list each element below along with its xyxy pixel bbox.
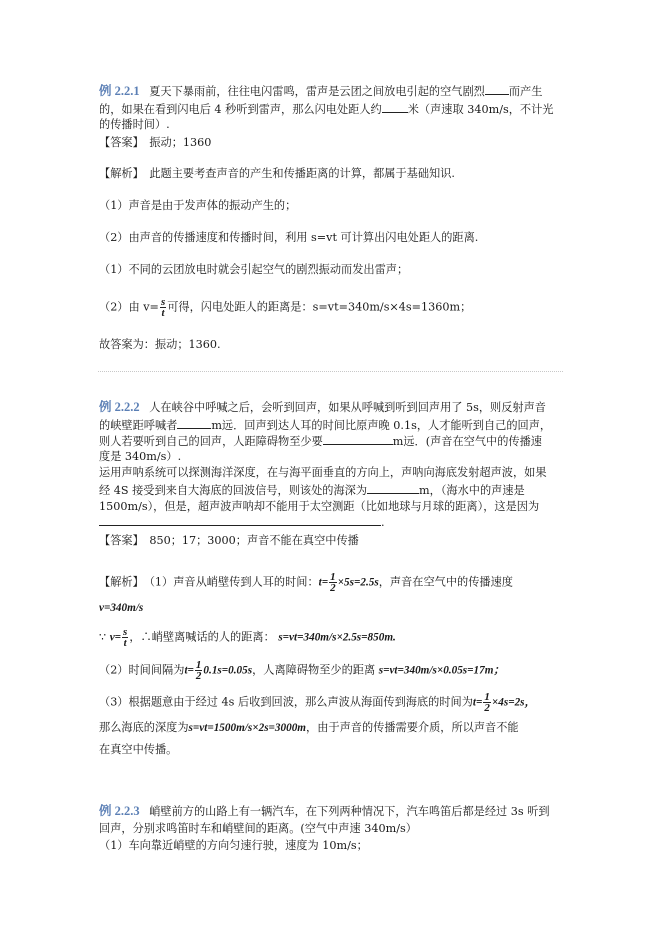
section-divider — [98, 371, 563, 372]
example-2-line-4: 度是 340m/s）. — [99, 450, 182, 463]
fraction: $\frac{1}{2}$ — [330, 571, 336, 594]
example-2-line-7: 1500m/s），但是，超声波声呐却不能用于太空测距（比如地球与月球的距离），这是因为 — [99, 500, 540, 513]
example-2-line-2: 的峡壁距呼喊者 m远．回声到达人耳的时间比原声晚 0.1s，人才能听到自己的回声， — [99, 419, 552, 432]
example-2-analysis-3: ∵ v= $\frac{s}{t}$ ，∴峭壁离喊话的人的距离： s=vt=340m/s×2.5s=850m. — [99, 626, 396, 649]
example-1-line-3: 的传播时间）. — [99, 118, 170, 131]
example-2-line-5: 运用声呐系统可以探测海洋深度，在与海平面垂直的方向上，声呐向海底发射超声波，如果 — [99, 466, 547, 479]
fraction: $\frac{1}{2}$ — [195, 659, 202, 682]
fraction: $\frac{s}{t}$ — [160, 296, 166, 319]
answer-blank — [177, 417, 211, 429]
example-1-point-3: （1）不同的云团放电时就会引起空气的剧烈振动而发出雷声； — [99, 263, 409, 276]
example-2-analysis-1: 【解析】 （1）声音从峭壁传到人耳的时间：t= $\frac{1}{2}$ ×5s=2.5s，声音在空气中的传播速度 — [99, 571, 513, 594]
example-1-final: 故答案为：振动；1360. — [99, 338, 221, 351]
example-1-number: 例 2.2.1 — [99, 84, 140, 98]
example-2-analysis-6: 那么海底的深度为s=vt=1500m/s×2s=3000m，由于声音的传播需要介质，所以声音不能 — [99, 721, 519, 734]
example-2-answer: 【答案】 850；17；3000；声音不能在真空中传播 — [99, 534, 359, 547]
fraction: $\frac{s}{t}$ — [123, 626, 128, 649]
example-1-line-2: 的，如果在看到闪电后 4 秒听到雷声，那么闪电处距人约 米（声速取 340m/s，不计光 — [99, 103, 554, 116]
example-2-line-3: 则人若要听到自己的回声，人距障碍物至少要 m远．(声音在空气中的传播速 — [99, 435, 542, 448]
example-1-point-2: （2）由声音的传播速度和传播时间，利用 s=vt 可计算出闪电处距人的距离. — [99, 231, 479, 244]
answer-blank — [323, 433, 393, 445]
example-1-point-4: （2）由 v= $\frac{s}{t}$ 可得，闪电处距人的距离是：s=vt=340m/s×4s=1360m； — [99, 296, 472, 319]
example-2-line-6: 经 4S 接受到来自大海底的回波信号，则该处的海深为 m，（海水中的声速是 — [99, 484, 525, 497]
example-1-line-1: 例 2.2.1 夏天下暴雨前，往往电闪雷鸣，雷声是云团之间放电引起的空气剧烈 而产生 — [99, 84, 543, 98]
example-2-number: 例 2.2.2 — [99, 400, 140, 414]
example-3-line-3: （1）车向靠近峭壁的方向匀速行驶，速度为 10m/s； — [99, 839, 368, 852]
example-3-number: 例 2.2.3 — [99, 804, 140, 818]
example-2-analysis-4: （2）时间间隔为t= $\frac{1}{2}$ 0.1s=0.05s，人离障碍物至少的距离 s=vt=340m/s×0.05s=17m； — [99, 659, 505, 682]
answer-blank — [485, 83, 509, 95]
answer-blank — [382, 101, 408, 113]
example-2-line-8: . — [99, 514, 385, 530]
example-2-line-1: 例 2.2.2 人在峡谷中呼喊之后，会听到回声，如果从呼喊到听到回声用了 5s，则反射声音 — [99, 400, 546, 414]
answer-blank — [99, 514, 381, 526]
answer-blank — [367, 482, 419, 494]
example-3-line-1: 例 2.2.3 峭壁前方的山路上有一辆汽车，在下列两种情况下，汽车鸣笛后都是经过 3s 听到 — [99, 804, 550, 818]
example-3-line-2: 回声，分别求鸣笛时车和峭壁间的距离。(空气中声速 340m/s） — [99, 822, 417, 835]
example-2-analysis-5: （3）根据题意由于经过 4s 后收到回波，那么声波从海面传到海底的时间为t= $\frac{1}{2}$ ×4s=2s， — [99, 691, 536, 714]
example-2-analysis-2: v=340m/s — [99, 602, 144, 614]
fraction: $\frac{1}{2}$ — [484, 691, 490, 714]
example-1-point-1: （1）声音是由于发声体的振动产生的； — [99, 199, 297, 212]
example-1-analysis: 【解析】 此题主要考查声音的产生和传播距离的计算，都属于基础知识. — [99, 167, 455, 180]
example-2-analysis-7: 在真空中传播。 — [99, 743, 178, 756]
example-1-answer: 【答案】 振动；1360 — [99, 136, 212, 149]
